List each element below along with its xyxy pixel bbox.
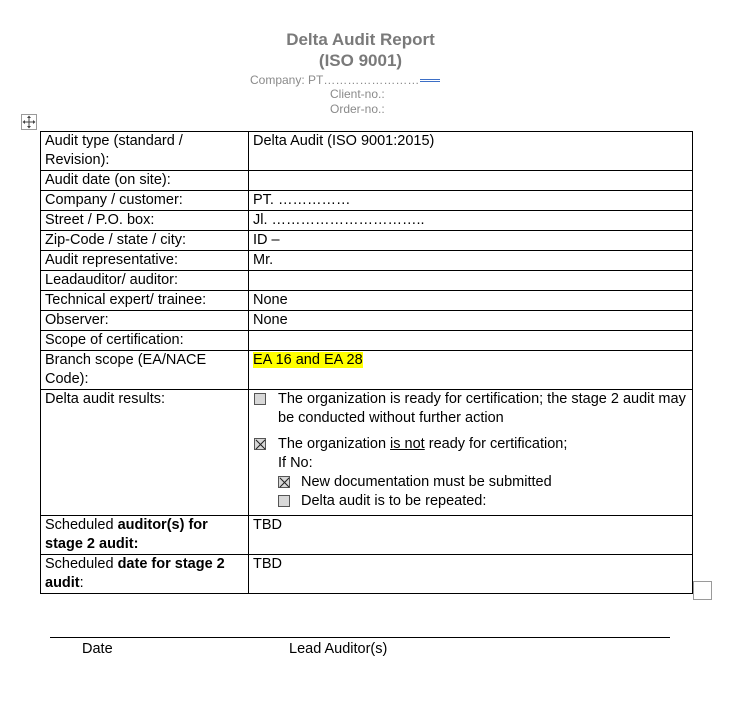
company-field-marker[interactable]: [420, 71, 440, 82]
signature-date-label: Date: [82, 641, 113, 657]
if-no-label: If No:: [278, 455, 313, 471]
signature-auditor-label: Lead Auditor(s): [289, 641, 388, 657]
table-row: [41, 231, 693, 251]
delta-results-label: Delta audit results:: [41, 390, 249, 516]
observer-label: Observer:: [41, 311, 249, 331]
scheduled-auditors-plain: Scheduled: [45, 517, 118, 533]
checkbox-not-ready[interactable]: [254, 438, 266, 450]
table-row: [41, 251, 693, 271]
scheduled-auditors-value[interactable]: TBD: [249, 516, 693, 555]
checkbox-repeat[interactable]: [278, 495, 290, 507]
branch-scope-cell[interactable]: [249, 351, 693, 390]
option-new-docs-text: New documentation must be submitted: [301, 474, 552, 490]
scheduled-auditors-label: [41, 516, 249, 555]
scheduled-date-value[interactable]: TBD: [249, 555, 693, 594]
table-row: [41, 171, 693, 191]
branch-scope-value: EA 16 and EA 28: [253, 352, 363, 368]
observer-value[interactable]: None: [249, 311, 693, 331]
company-text: Company: PT……………………: [250, 73, 420, 87]
option-new-docs: [253, 473, 688, 492]
audit-date-value[interactable]: [249, 171, 693, 191]
company-line: [250, 71, 440, 88]
checkbox-ready[interactable]: [254, 393, 266, 405]
option-repeat: [253, 492, 688, 511]
scope-value[interactable]: [249, 331, 693, 351]
audit-type-label: Audit type (standard / Revision):: [41, 132, 249, 171]
table-row: [41, 132, 693, 171]
representative-label: Audit representative:: [41, 251, 249, 271]
delta-results-cell: [249, 390, 693, 516]
table-row: [41, 516, 693, 555]
order-no-label: Order-no.:: [330, 102, 385, 116]
table-row: [41, 351, 693, 390]
audit-date-label: Audit date (on site):: [41, 171, 249, 191]
leadauditor-label: Leadauditor/ auditor:: [41, 271, 249, 291]
table-move-handle-icon[interactable]: [21, 114, 37, 130]
leadauditor-value[interactable]: [249, 271, 693, 291]
report-title: Delta Audit Report: [286, 30, 435, 49]
technical-expert-label: Technical expert/ trainee:: [41, 291, 249, 311]
scheduled-date-bold: date for stage 2 audit: [45, 556, 225, 591]
option-ready-text: The organization is ready for certification; the stage 2 audit may be conducted without further action: [278, 391, 686, 426]
representative-value[interactable]: Mr.: [249, 251, 693, 271]
zip-label: Zip-Code / state / city:: [41, 231, 249, 251]
table-row: [41, 331, 693, 351]
table-row: [41, 555, 693, 594]
table-row: [41, 390, 693, 516]
audit-report-table: [40, 131, 693, 594]
scheduled-date-plain: Scheduled: [45, 556, 118, 572]
zip-value[interactable]: ID –: [249, 231, 693, 251]
table-row: [41, 311, 693, 331]
technical-expert-value[interactable]: None: [249, 291, 693, 311]
report-subtitle: (ISO 9001): [318, 51, 403, 70]
company-label: Company / customer:: [41, 191, 249, 211]
table-row: [41, 271, 693, 291]
scheduled-date-label: [41, 555, 249, 594]
table-end-box: [693, 581, 712, 600]
branch-scope-label: Branch scope (EA/NACE Code):: [41, 351, 249, 390]
option-repeat-text: Delta audit is to be repeated:: [301, 493, 487, 509]
scheduled-date-tail: :: [79, 575, 84, 591]
checkbox-new-docs[interactable]: [278, 476, 290, 488]
scheduled-auditors-bold: auditor(s) for stage 2 audit:: [45, 517, 208, 552]
audit-type-value[interactable]: Delta Audit (ISO 9001:2015): [249, 132, 693, 171]
company-value[interactable]: PT. ……………: [249, 191, 693, 211]
client-no-label: Client-no.:: [330, 87, 385, 101]
option-ready: [253, 390, 688, 428]
table-row: [41, 191, 693, 211]
option-not-ready: [253, 435, 688, 454]
table-row: [41, 211, 693, 231]
option-not-ready-underlined: is not: [390, 436, 425, 452]
signature-line: [50, 637, 670, 638]
table-row: [41, 291, 693, 311]
option-not-ready-text-1: The organization: [278, 436, 391, 452]
scope-label: Scope of certification:: [41, 331, 249, 351]
street-label: Street / P.O. box:: [41, 211, 249, 231]
option-not-ready-text-2: ready for certification;: [424, 436, 568, 452]
street-value[interactable]: Jl. …………………………..: [249, 211, 693, 231]
